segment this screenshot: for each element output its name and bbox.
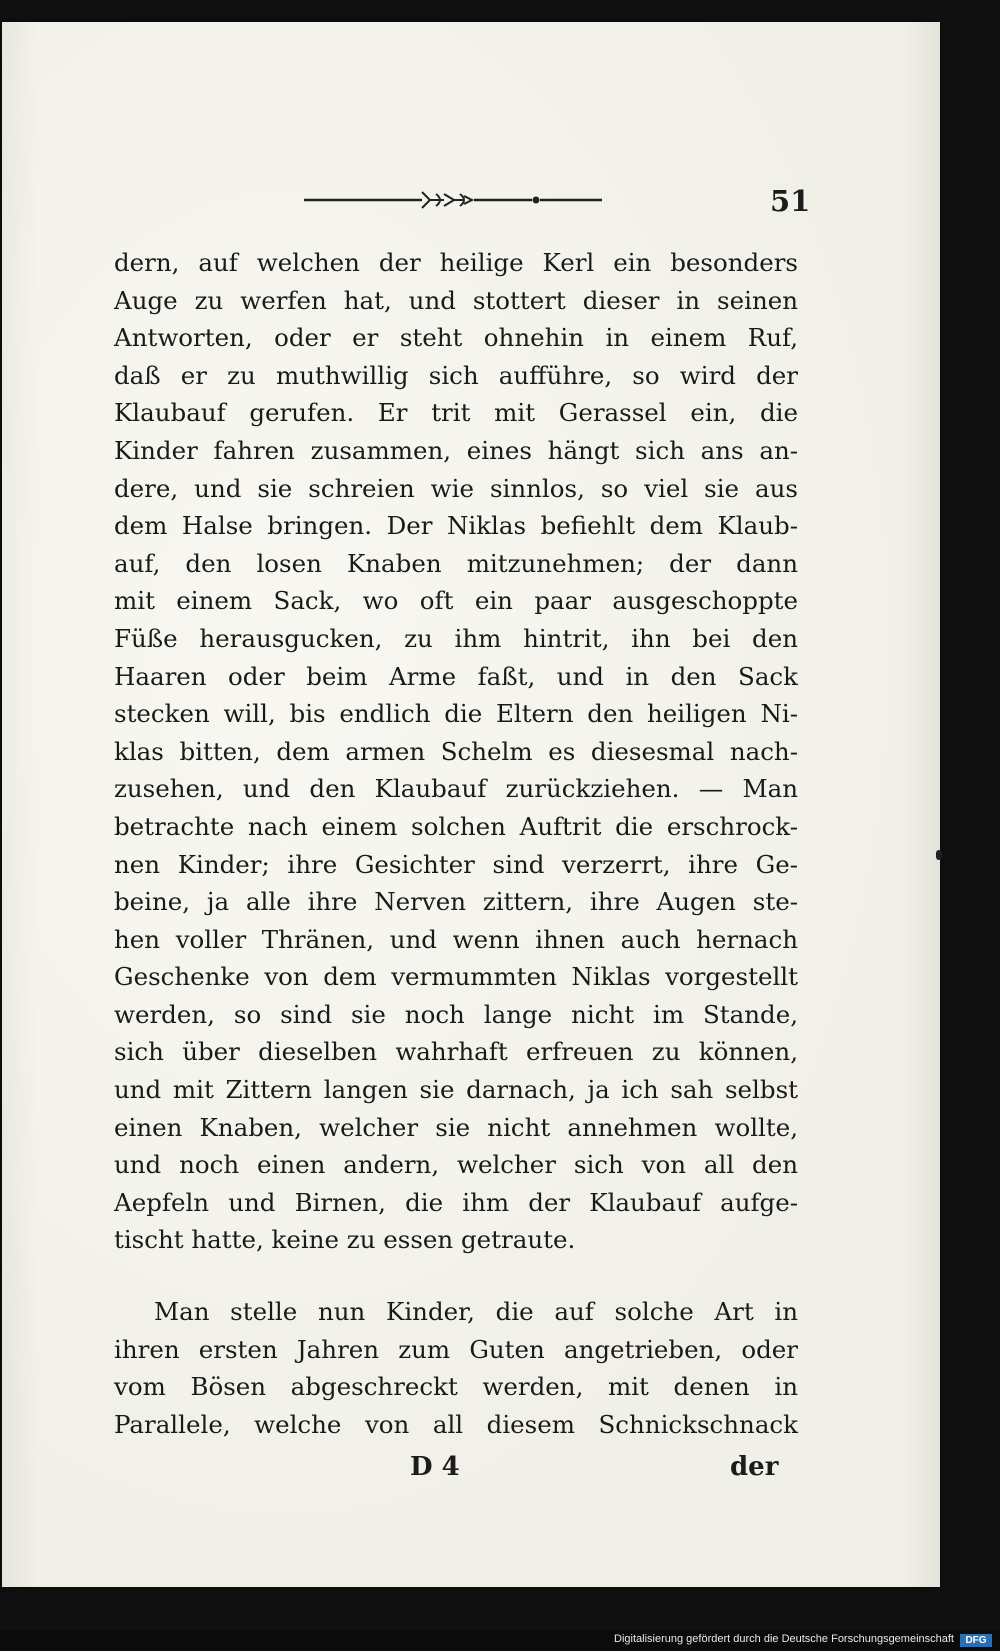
text-line: daß er zu muthwillig sich aufführe, so wird der: [114, 360, 798, 390]
text-line: sich über dieselben wahrhaft erfreuen zu können,: [114, 1037, 798, 1067]
text-line: hen voller Thränen, und wenn ihnen auch hernach: [114, 924, 798, 954]
text-line: werden, so sind sie noch lange nicht im Stande,: [114, 999, 798, 1029]
text-line: Geschenke von dem vermummten Niklas vorgestellt: [114, 962, 798, 992]
text-line: nen Kinder; ihre Gesichter sind verzerrt, ihre Ge-: [114, 849, 798, 879]
text-line: ihren ersten Jahren zum Guten angetrieben, oder: [114, 1334, 798, 1364]
text-line: tischt hatte, keine zu essen getraute.: [114, 1225, 576, 1255]
text-line: einen Knaben, welcher sie nicht annehmen wollte,: [114, 1112, 798, 1142]
text-line: mit einem Sack, wo oft ein paar ausgeschoppte: [114, 586, 798, 616]
text-line: klas bitten, dem armen Schelm es diesesmal nach-: [114, 736, 798, 766]
text-line: Klaubauf gerufen. Er trit mit Gerassel ein, die: [114, 398, 798, 428]
text-line: und noch einen andern, welcher sich von all den: [114, 1150, 798, 1180]
text-line: vom Bösen abgeschreckt werden, mit denen in: [114, 1372, 798, 1402]
text-line: auf, den losen Knaben mitzunehmen; der dann: [114, 548, 798, 578]
text-line: und mit Zittern langen sie darnach, ja ich sah selbst: [114, 1075, 798, 1105]
text-line: Man stelle nun Kinder, die auf solche Art in: [154, 1297, 798, 1327]
dfg-footer-bar: [0, 1631, 1000, 1651]
dfg-logo-icon: DFG: [960, 1634, 992, 1647]
text-line: Haaren oder beim Arme faßt, und in den Sack: [114, 661, 798, 691]
catchword: der: [730, 1452, 779, 1482]
text-line: Füße herausgucken, zu ihm hintrit, ihn bei den: [114, 623, 798, 653]
text-line: stecken will, bis endlich die Eltern den heiligen Ni-: [114, 699, 798, 729]
dfg-notice: Digitalisierung gefördert durch die Deutsche Forschungsgemeinschaft: [614, 1633, 954, 1645]
page-edge-mark: [936, 850, 942, 860]
text-line: Aepfeln und Birnen, die ihm der Klaubauf aufge-: [114, 1187, 798, 1217]
text-line: beine, ja alle ihre Nerven zittern, ihre Augen ste-: [114, 887, 798, 917]
paragraph-break: [114, 1259, 798, 1293]
text-line: zusehen, und den Klaubauf zurückziehen. — Man: [114, 774, 798, 804]
page-number: 51: [770, 184, 811, 218]
book-page: [2, 22, 940, 1587]
text-line: Parallele, welche von all diesem Schnickschnack: [114, 1409, 798, 1439]
header-ornament: [304, 186, 620, 216]
signature-mark: D 4: [410, 1452, 460, 1482]
page-footer: [402, 1452, 782, 1492]
text-line: Auge zu werfen hat, und stottert dieser in seinen: [114, 285, 798, 315]
text-line: Kinder fahren zusammen, eines hängt sich ans an-: [114, 435, 798, 465]
body-text: [114, 244, 798, 1443]
text-line: Antworten, oder er steht ohnehin in einem Ruf,: [114, 323, 798, 353]
text-line: dem Halse bringen. Der Niklas befiehlt dem Klaub-: [114, 511, 798, 541]
text-line: dern, auf welchen der heilige Kerl ein besonders: [114, 248, 798, 277]
text-line: dere, und sie schreien wie sinnlos, so viel sie aus: [114, 473, 798, 503]
text-line: betrachte nach einem solchen Auftrit die erschrock-: [114, 811, 798, 841]
